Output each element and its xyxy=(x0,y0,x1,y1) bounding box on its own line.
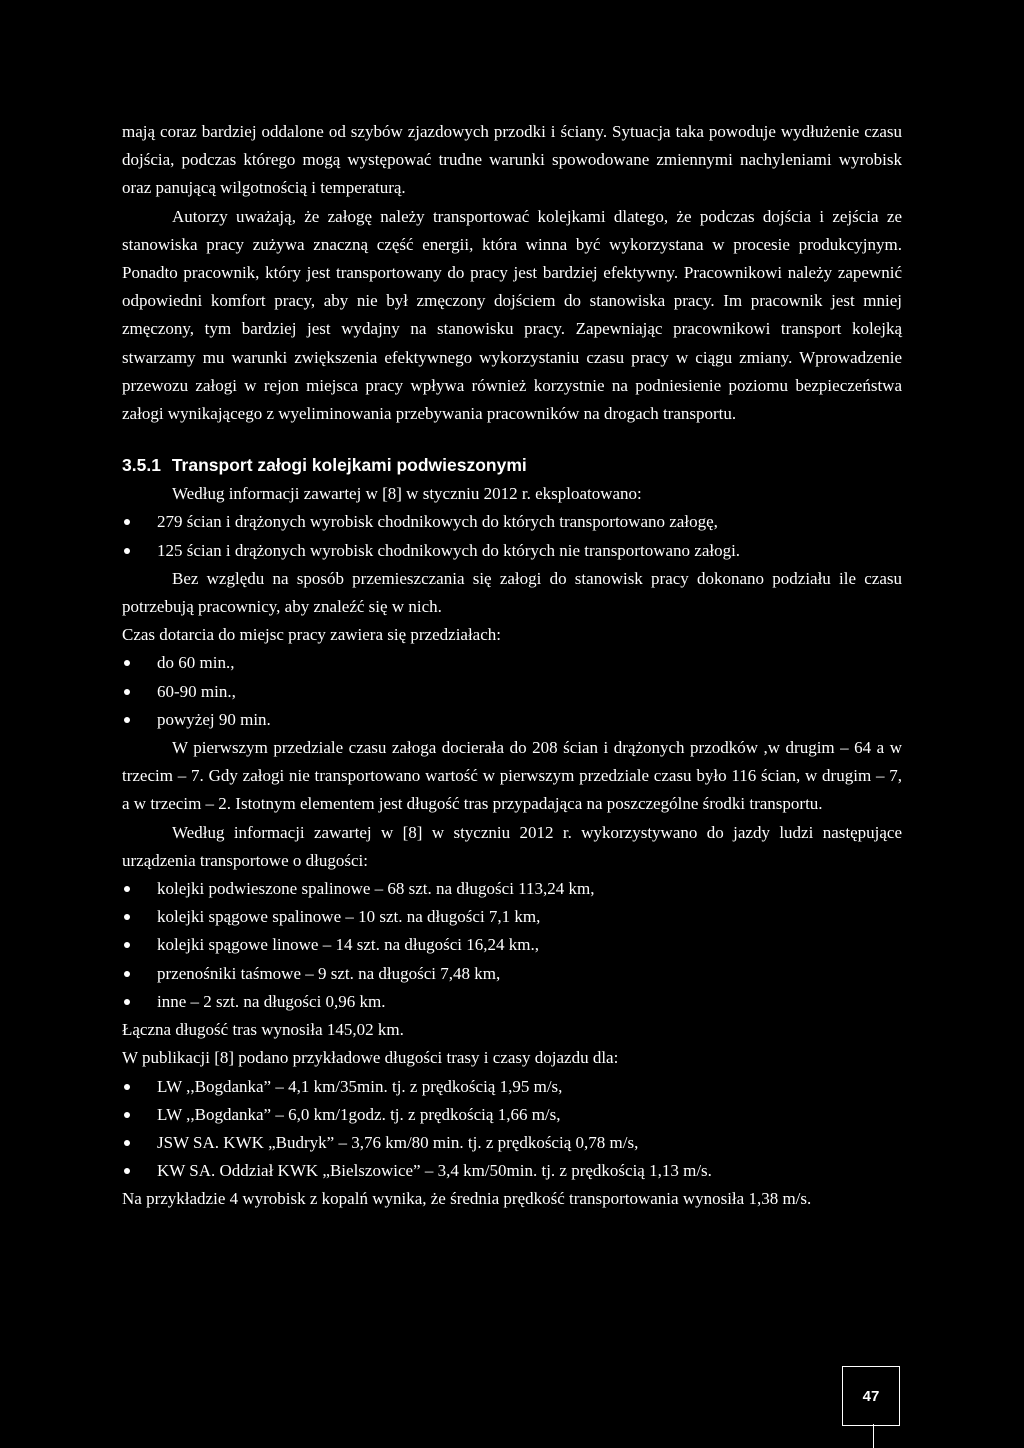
list-item: LW ,,Bogdanka” – 6,0 km/1godz. tj. z prędkością 1,66 m/s, xyxy=(122,1101,902,1129)
paragraph-info: Według informacji zawartej w [8] w styczniu 2012 r. eksploatowano: xyxy=(172,484,642,504)
list-item: 279 ścian i drążonych wyrobisk chodnikowych do których transportowano załogę, xyxy=(122,508,902,536)
list-item: kolejki spągowe linowe – 14 szt. na długości 16,24 km., xyxy=(122,931,902,959)
paragraph-intro: mają coraz bardziej oddalone od szybów zjazdowych przodki i ściany. Sytuacja taka powoduje wydłużenie czasu dojścia, podczas którego mogą występować trudne warunki spowodowane zmiennymi nachyleniami wyrobisk oraz panującą wilgotnością i temperaturą. xyxy=(122,122,902,198)
list-item: 125 ścian i drążonych wyrobisk chodnikowych do których nie transportowano załogi. xyxy=(122,537,902,565)
list-item: powyżej 90 min. xyxy=(122,706,902,734)
list-walls xyxy=(122,508,902,564)
page-number: 47 xyxy=(862,1387,880,1405)
page-number-divider xyxy=(873,1424,874,1448)
list-item: KW SA. Oddział KWK „Bielszowice” – 3,4 km/50min. tj. z prędkością 1,13 m/s. xyxy=(122,1157,902,1185)
paragraph-total: Łączna długość tras wynosiła 145,02 km. xyxy=(122,1020,404,1040)
section-number: 3.5.1 xyxy=(122,455,161,476)
paragraph-division: Bez względu na sposób przemieszczania się załogi do stanowisk pracy dokonano podziału ile czasu potrzebują pracownicy, aby znaleźć się w nich. xyxy=(122,568,902,617)
section-title: Transport załogi kolejkami podwieszonymi xyxy=(171,455,527,476)
paragraph-examples: W publikacji [8] podano przykładowe długości trasy i czasy dojazdu dla: xyxy=(122,1048,619,1068)
paragraph-authors: Autorzy uważają, że załogę należy transportować kolejkami dlatego, że podczas dojścia i zejścia ze stanowiska pracy zużywa znaczną część energii, która winna być wykorzystana w procesie produkcyjnym. Ponadto pracownik, który jest transportowany do pracy jest bardziej efektywny. Pracownikowi należy zapewnić odpowiedni komfort pracy, aby nie był zmęczony dojściem do stanowiska pracy. Im pracownik jest mniej zmęczony, tym bardziej jest wydajny na stanowisku pracy. Zapewniając pracownikowi transport kolejką stwarzamy mu warunki zwiększenia efektywnego wykorzystaniu czasu pracy w ciągu zmiany. Wprowadzenie przewozu załogi w rejon miejsca pracy wpływa również korzystnie na podniesienie poziomu bezpieczeństwa załogi wynikającego z wyeliminowania przebywania pracowników na drogach transportu. xyxy=(122,206,902,424)
list-item: LW ,,Bogdanka” – 4,1 km/35min. tj. z prędkością 1,95 m/s, xyxy=(122,1073,902,1101)
list-time xyxy=(122,649,902,734)
paragraph-time-intro: Czas dotarcia do miejsc pracy zawiera się przedziałach: xyxy=(122,625,501,645)
paragraph-devices: Według informacji zawartej w [8] w styczniu 2012 r. wykorzystywano do jazdy ludzi następujące urządzenia transportowe o długości: xyxy=(122,822,902,870)
list-item: kolejki spągowe spalinowe – 10 szt. na długości 7,1 km, xyxy=(122,903,902,931)
list-item: do 60 min., xyxy=(122,649,902,677)
list-devices xyxy=(122,875,902,1016)
list-item: inne – 2 szt. na długości 0,96 km. xyxy=(122,988,902,1016)
list-item: przenośniki taśmowe – 9 szt. na długości 7,48 km, xyxy=(122,960,902,988)
paragraph-conclusion: Na przykładzie 4 wyrobisk z kopalń wynika, że średnia prędkość transportowania wynosiła 1,38 m/s. xyxy=(122,1189,812,1209)
list-examples xyxy=(122,1073,902,1186)
section-heading xyxy=(122,450,902,480)
list-item: JSW SA. KWK „Budryk” – 3,76 km/80 min. tj. z prędkością 0,78 m/s, xyxy=(122,1129,902,1157)
page-number-box xyxy=(842,1366,900,1426)
list-item: 60-90 min., xyxy=(122,678,902,706)
paragraph-first-interval: W pierwszym przedziale czasu załoga docierała do 208 ścian i drążonych przodków ,w drugim – 64 a w trzecim – 7. Gdy załogi nie transportowano wartość w pierwszym przedziale czasu było 116 ścian, w drugim – 7, a w trzecim – 2. Istotnym elementem jest długość tras przypadająca na poszczególne środki transportu. xyxy=(122,738,902,814)
list-item: kolejki podwieszone spalinowe – 68 szt. na długości 113,24 km, xyxy=(122,875,902,903)
page-content xyxy=(122,118,902,1214)
